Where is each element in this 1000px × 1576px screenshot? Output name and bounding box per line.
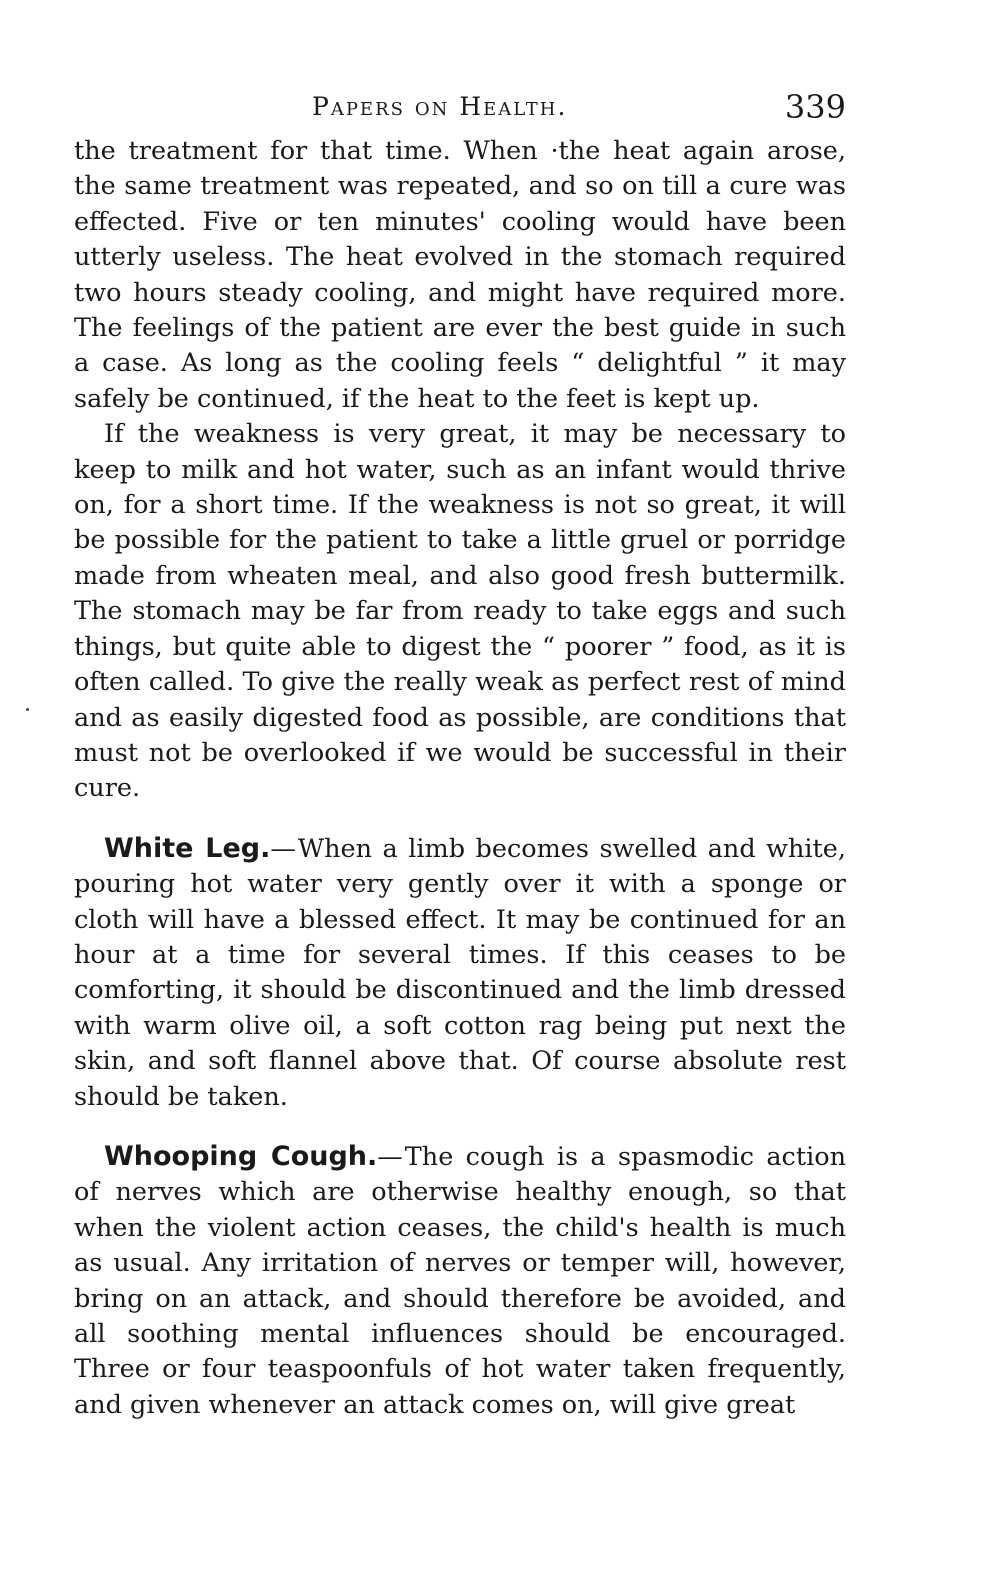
page-header <box>74 86 846 134</box>
page-speck <box>26 708 29 711</box>
section-heading-white-leg: White Leg. <box>104 832 271 864</box>
paragraph-continued: the treatment for that time. When ·the heat again arose, the same treatment was repeated, and so on till a cure was effected. Five or ten minutes' cooling would have been utterly useless. The heat evolved in the stomach required two hours steady cooling, and might have required more. The feelings of the patient are ever the best guide in such a case. As long as the cooling feels “ delightful ” it may safely be continued, if the heat to the feet is kept up. <box>74 136 846 414</box>
section-text-white-leg: When a limb becomes swelled and white, pouring hot water very gently over it with a sponge or cloth will have a blessed effect. It may be continued for an hour at a time for several times. If this ceases to be comforting, it should be discontinued and the limb dressed with warm olive oil, a soft cotton rag being put next the skin, and soft flannel above that. Of course absolute rest should be taken. <box>74 833 846 1112</box>
section-white-leg <box>74 831 846 1115</box>
paragraph-weakness: If the weakness is very great, it may be necessary to keep to milk and hot water, such as an infant would thrive on, for a short time. If the weakness is not so great, it will be possible for the patient to take a little gruel or porridge made from wheaten meal, and also good fresh buttermilk. The stomach may be far from ready to take eggs and such things, but quite able to digest the “ poorer ” food, as it is often called. To give the really weak as perfect rest of mind and as easily digested food as possible, are conditions that must not be overlooked if we would be successful in their cure. <box>74 419 846 804</box>
heading-dash: — <box>377 1141 403 1172</box>
heading-dash: — <box>270 833 296 864</box>
section-whooping-cough <box>74 1139 846 1423</box>
page-body <box>74 134 846 1423</box>
section-text-whooping-cough: The cough is a spasmodic action of nerves which are otherwise healthy enough, so that when the violent action ceases, the child's health is much as usual. Any irritation of nerves or temper will, however, bring on an attack, and should therefore be avoided, and all soothing mental influences should be encouraged. Three or four teaspoonfuls of hot water taken frequently, and given whenever an attack comes on, will give great <box>74 1141 846 1420</box>
section-heading-whooping-cough: Whooping Cough. <box>104 1140 378 1172</box>
page-number: 339 <box>784 88 846 126</box>
running-head: Papers on Health. <box>312 92 568 121</box>
book-page <box>74 86 846 1423</box>
